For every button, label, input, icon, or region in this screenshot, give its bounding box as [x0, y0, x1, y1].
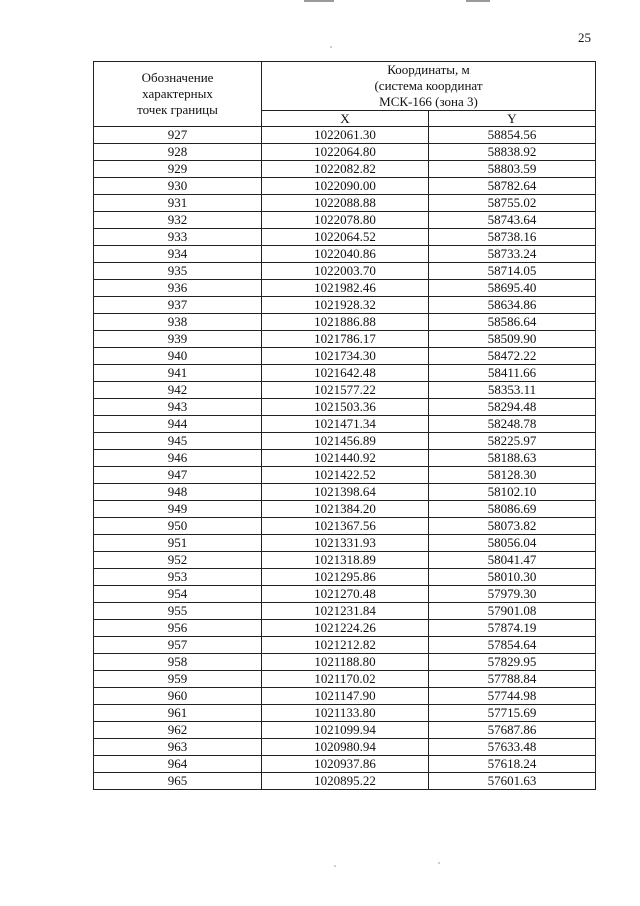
- page-number: 25: [578, 30, 591, 45]
- cell-point-number: 950: [94, 518, 262, 535]
- table-row: [94, 637, 596, 654]
- cell-x: 1021786.17: [262, 331, 429, 348]
- table-row: [94, 569, 596, 586]
- cell-y: 58056.04: [429, 535, 596, 552]
- table-row: [94, 603, 596, 620]
- cell-y: 58733.24: [429, 246, 596, 263]
- table-row: [94, 297, 596, 314]
- header-coordinates: [262, 62, 596, 111]
- cell-y: 58472.22: [429, 348, 596, 365]
- table-row: [94, 552, 596, 569]
- header-label-line: характерных: [142, 86, 213, 101]
- cell-point-number: 944: [94, 416, 262, 433]
- cell-x: 1021734.30: [262, 348, 429, 365]
- header-coord-line: МСК-166 (зона 3): [379, 94, 478, 109]
- cell-y: 57979.30: [429, 586, 596, 603]
- cell-x: 1021295.86: [262, 569, 429, 586]
- table-row: [94, 348, 596, 365]
- cell-x: 1020980.94: [262, 739, 429, 756]
- table-row: [94, 535, 596, 552]
- cell-y: 58738.16: [429, 229, 596, 246]
- table-row: [94, 195, 596, 212]
- cell-x: 1021577.22: [262, 382, 429, 399]
- cell-x: 1022088.88: [262, 195, 429, 212]
- cell-point-number: 963: [94, 739, 262, 756]
- cell-x: 1021270.48: [262, 586, 429, 603]
- cell-y: 57744.98: [429, 688, 596, 705]
- table-row: [94, 212, 596, 229]
- cell-y: 58294.48: [429, 399, 596, 416]
- cell-x: 1022064.52: [262, 229, 429, 246]
- cell-x: 1021212.82: [262, 637, 429, 654]
- cell-x: 1021642.48: [262, 365, 429, 382]
- cell-y: 58102.10: [429, 484, 596, 501]
- scan-edge-mark-left: [304, 0, 334, 2]
- table-row: [94, 161, 596, 178]
- cell-y: 58411.66: [429, 365, 596, 382]
- cell-x: 1021147.90: [262, 688, 429, 705]
- table-row: [94, 365, 596, 382]
- header-label-line: точек границы: [137, 102, 218, 117]
- cell-x: 1021099.94: [262, 722, 429, 739]
- header-x: X: [262, 111, 429, 127]
- table-row: [94, 688, 596, 705]
- coordinates-table: [93, 61, 596, 790]
- cell-y: 58128.30: [429, 467, 596, 484]
- header-label-line: Обозначение: [141, 70, 214, 85]
- cell-point-number: 948: [94, 484, 262, 501]
- cell-x: 1022003.70: [262, 263, 429, 280]
- scan-speck: [330, 46, 332, 48]
- cell-point-number: 943: [94, 399, 262, 416]
- table-row: [94, 144, 596, 161]
- cell-point-number: 928: [94, 144, 262, 161]
- cell-y: 58695.40: [429, 280, 596, 297]
- table-row: [94, 314, 596, 331]
- table-row: [94, 773, 596, 790]
- table-row: [94, 280, 596, 297]
- cell-y: 58041.47: [429, 552, 596, 569]
- cell-point-number: 932: [94, 212, 262, 229]
- cell-x: 1021367.56: [262, 518, 429, 535]
- cell-point-number: 949: [94, 501, 262, 518]
- table-row: [94, 484, 596, 501]
- table-row: [94, 416, 596, 433]
- cell-x: 1021331.93: [262, 535, 429, 552]
- cell-y: 58803.59: [429, 161, 596, 178]
- cell-point-number: 939: [94, 331, 262, 348]
- scan-speck: [334, 865, 336, 867]
- cell-y: 58755.02: [429, 195, 596, 212]
- cell-point-number: 930: [94, 178, 262, 195]
- table-row: [94, 739, 596, 756]
- cell-point-number: 945: [94, 433, 262, 450]
- header-coord-line: (система координат: [374, 78, 483, 93]
- cell-y: 57618.24: [429, 756, 596, 773]
- table-row: [94, 229, 596, 246]
- cell-point-number: 952: [94, 552, 262, 569]
- scan-speck: [438, 862, 440, 864]
- cell-y: 58714.05: [429, 263, 596, 280]
- cell-y: 58188.63: [429, 450, 596, 467]
- cell-y: 58586.64: [429, 314, 596, 331]
- table-row: [94, 722, 596, 739]
- cell-point-number: 931: [94, 195, 262, 212]
- cell-x: 1021170.02: [262, 671, 429, 688]
- cell-y: 58838.92: [429, 144, 596, 161]
- table-row: [94, 399, 596, 416]
- cell-y: 58634.86: [429, 297, 596, 314]
- table-row: [94, 127, 596, 144]
- cell-x: 1022090.00: [262, 178, 429, 195]
- table-row: [94, 671, 596, 688]
- cell-y: 58086.69: [429, 501, 596, 518]
- table-row: [94, 620, 596, 637]
- cell-x: 1021471.34: [262, 416, 429, 433]
- table-row: [94, 433, 596, 450]
- cell-point-number: 953: [94, 569, 262, 586]
- cell-point-number: 935: [94, 263, 262, 280]
- cell-x: 1021982.46: [262, 280, 429, 297]
- cell-x: 1021886.88: [262, 314, 429, 331]
- cell-x: 1021422.52: [262, 467, 429, 484]
- cell-point-number: 937: [94, 297, 262, 314]
- cell-point-number: 947: [94, 467, 262, 484]
- table-row: [94, 756, 596, 773]
- table-body: [94, 127, 596, 790]
- cell-point-number: 955: [94, 603, 262, 620]
- cell-point-number: 962: [94, 722, 262, 739]
- cell-point-number: 954: [94, 586, 262, 603]
- table-row: [94, 654, 596, 671]
- cell-point-number: 927: [94, 127, 262, 144]
- cell-point-number: 934: [94, 246, 262, 263]
- cell-y: 58743.64: [429, 212, 596, 229]
- cell-y: 58782.64: [429, 178, 596, 195]
- table-row: [94, 586, 596, 603]
- cell-x: 1021456.89: [262, 433, 429, 450]
- cell-x: 1022082.82: [262, 161, 429, 178]
- cell-x: 1021928.32: [262, 297, 429, 314]
- cell-y: 57715.69: [429, 705, 596, 722]
- table-row: [94, 246, 596, 263]
- table-row: [94, 501, 596, 518]
- table-row: [94, 382, 596, 399]
- cell-x: 1020937.86: [262, 756, 429, 773]
- cell-point-number: 936: [94, 280, 262, 297]
- cell-x: 1021503.36: [262, 399, 429, 416]
- cell-y: 57601.63: [429, 773, 596, 790]
- cell-point-number: 929: [94, 161, 262, 178]
- table-row: [94, 705, 596, 722]
- cell-point-number: 946: [94, 450, 262, 467]
- cell-x: 1022064.80: [262, 144, 429, 161]
- scan-edge-mark-right: [466, 0, 490, 2]
- cell-y: 57633.48: [429, 739, 596, 756]
- cell-y: 57874.19: [429, 620, 596, 637]
- table-row: [94, 263, 596, 280]
- cell-point-number: 961: [94, 705, 262, 722]
- cell-point-number: 938: [94, 314, 262, 331]
- cell-point-number: 941: [94, 365, 262, 382]
- table-header-row: [94, 62, 596, 111]
- cell-y: 58353.11: [429, 382, 596, 399]
- cell-x: 1022061.30: [262, 127, 429, 144]
- cell-y: 57901.08: [429, 603, 596, 620]
- cell-x: 1021188.80: [262, 654, 429, 671]
- cell-point-number: 960: [94, 688, 262, 705]
- table-row: [94, 331, 596, 348]
- cell-x: 1021133.80: [262, 705, 429, 722]
- cell-point-number: 951: [94, 535, 262, 552]
- cell-y: 58509.90: [429, 331, 596, 348]
- cell-y: 57788.84: [429, 671, 596, 688]
- cell-x: 1020895.22: [262, 773, 429, 790]
- cell-x: 1022078.80: [262, 212, 429, 229]
- cell-x: 1021440.92: [262, 450, 429, 467]
- cell-x: 1021384.20: [262, 501, 429, 518]
- cell-x: 1021231.84: [262, 603, 429, 620]
- cell-point-number: 933: [94, 229, 262, 246]
- cell-point-number: 956: [94, 620, 262, 637]
- cell-x: 1021398.64: [262, 484, 429, 501]
- cell-y: 58854.56: [429, 127, 596, 144]
- cell-y: 58073.82: [429, 518, 596, 535]
- cell-point-number: 964: [94, 756, 262, 773]
- cell-point-number: 957: [94, 637, 262, 654]
- header-point-label: [94, 62, 262, 127]
- cell-point-number: 965: [94, 773, 262, 790]
- table-row: [94, 450, 596, 467]
- cell-point-number: 942: [94, 382, 262, 399]
- cell-y: 57687.86: [429, 722, 596, 739]
- table-row: [94, 178, 596, 195]
- cell-y: 58010.30: [429, 569, 596, 586]
- cell-x: 1021318.89: [262, 552, 429, 569]
- cell-y: 58248.78: [429, 416, 596, 433]
- cell-y: 58225.97: [429, 433, 596, 450]
- header-y: Y: [429, 111, 596, 127]
- header-coord-line: Координаты, м: [387, 62, 470, 77]
- table-row: [94, 467, 596, 484]
- cell-point-number: 959: [94, 671, 262, 688]
- cell-y: 57854.64: [429, 637, 596, 654]
- cell-x: 1021224.26: [262, 620, 429, 637]
- cell-x: 1022040.86: [262, 246, 429, 263]
- table-row: [94, 518, 596, 535]
- cell-point-number: 940: [94, 348, 262, 365]
- cell-point-number: 958: [94, 654, 262, 671]
- cell-y: 57829.95: [429, 654, 596, 671]
